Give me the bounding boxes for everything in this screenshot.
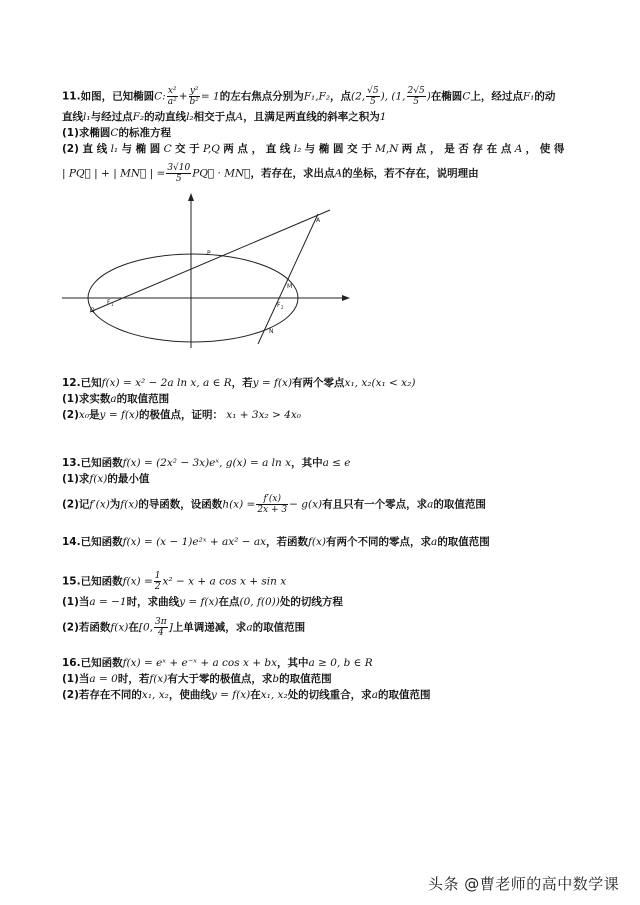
label-p: P	[207, 250, 211, 257]
label-q: Q	[90, 307, 95, 314]
frac-half: $\frac{1}{2}$	[154, 571, 161, 592]
p15-line1: 15.已知函数f(x) = $\frac{1}{2}$ x² − x + a cos x + sin x	[62, 571, 287, 592]
p15-q2: (2)若函数f(x)在[0, $\frac{3\pi}{4}$ ]上单调递减，求a的取值范围	[62, 617, 306, 638]
frac-3pi-4: $\frac{3\pi}{4}$	[155, 617, 167, 638]
p11-q2-line2: | PQ⃗ | + | MN⃗ | = $\frac{3√10}{5}$ PQ⃗ · MN⃗，若存在，求出点A的坐标，若不存在，说明理由	[62, 163, 479, 184]
frac-3sqrt10-5: $\frac{3√10}{5}$	[167, 163, 191, 184]
p12-q1: (1)求实数a的取值范围	[62, 393, 170, 405]
frac-h: $\frac{f'(x)}{2x + 3}$	[257, 494, 288, 515]
frac-y2-b2: $\frac{\text{y²}}{\text{b²}}$	[189, 86, 199, 107]
label-a: A	[316, 217, 321, 224]
p13-q1: (1)求f(x)的最小值	[62, 473, 150, 485]
label-f1: F	[107, 299, 111, 306]
label-f2-sub: 2	[281, 305, 284, 310]
p11-line1: 11.如图，已知椭圆C: $\frac{\text{x²}}{\text{a²}}$ + $\frac{\text{y²}}{\text{b²}}$ = 1的左右焦点分别为F₁,F₂，点(2, $\frac{√5}{5}$ ), (1, $\frac{2√5}{5}$ )在椭圆C上，经过点F₁的动	[62, 86, 556, 107]
p12-line1: 12.已知f(x) = x² − 2a ln x, a ∈ R，若y = f(x)有两个零点x₁, x₂(x₁ < x₂)	[62, 377, 416, 389]
ellipse-figure	[60, 190, 352, 350]
y-axis-arrow	[188, 193, 194, 201]
p16-q1: (1)当a = 0时，若f(x)有大于零的极值点，求b的取值范围	[62, 673, 332, 685]
frac-2sqrt5-5: $\frac{2√5}{5}$	[407, 86, 425, 107]
label-f2: F	[277, 302, 281, 309]
frac-x2-a2: $\frac{\text{x²}}{\text{a²}}$	[167, 86, 177, 107]
p15-q1: (1)当a = −1时，求曲线y = f(x)在点(0, f(0))处的切线方程	[62, 596, 343, 608]
x-axis-arrow	[342, 295, 350, 301]
label-f1-sub: 1	[111, 302, 114, 307]
label-m: M	[287, 283, 293, 290]
p16-q2: (2)若存在不同的x₁, x₂，使曲线y = f(x)在x₁, x₂处的切线重合，求a的取值范围	[62, 689, 431, 701]
p11-q1: (1)求椭圆C的标准方程	[62, 127, 171, 139]
label-n: N	[269, 328, 274, 335]
p14-line1: 14.已知函数f(x) = (x − 1)e²ˣ + ax² − ax，若函数f(x)有两个不同的零点，求a的取值范围	[62, 536, 490, 548]
line-l2	[258, 214, 318, 344]
p13-q2: (2)记f′(x)为f(x)的导函数，设函数h(x) = $\frac{f'(x)}{2x + 3}$ − g(x)有且只有一个零点，求a的取值范围	[62, 494, 486, 515]
p11-line2: 直线l₁与经过点F₂的动直线l₂相交于点A，且满足两直线的斜率之积为1	[62, 111, 387, 123]
p16-line1: 16.已知函数f(x) = eˣ + e⁻ˣ + a cos x + bx，其中a ≥ 0, b ∈ R	[62, 657, 373, 669]
p13-line1: 13.已知函数f(x) = (2x² − 3x)eˣ, g(x) = a ln x，其中a ≤ e	[62, 457, 351, 469]
watermark-text: 头条 @曹老师的高中数学课	[428, 875, 620, 893]
p12-q2: (2)x₀是y = f(x)的极值点，证明： x₁ + 3x₂ > 4x₀	[62, 409, 301, 421]
p11-q2: (2) 直 线 l₁ 与 椭 圆 C 交 于 P,Q 两 点 ， 直 线 l₂ 与 椭 圆 交 于 M,N 两 点 ， 是 否 存 在 点 A ， 使 得	[62, 143, 565, 155]
line-l1	[90, 210, 330, 312]
frac-sqrt5-5: $\frac{√5}{5}$	[367, 86, 379, 107]
